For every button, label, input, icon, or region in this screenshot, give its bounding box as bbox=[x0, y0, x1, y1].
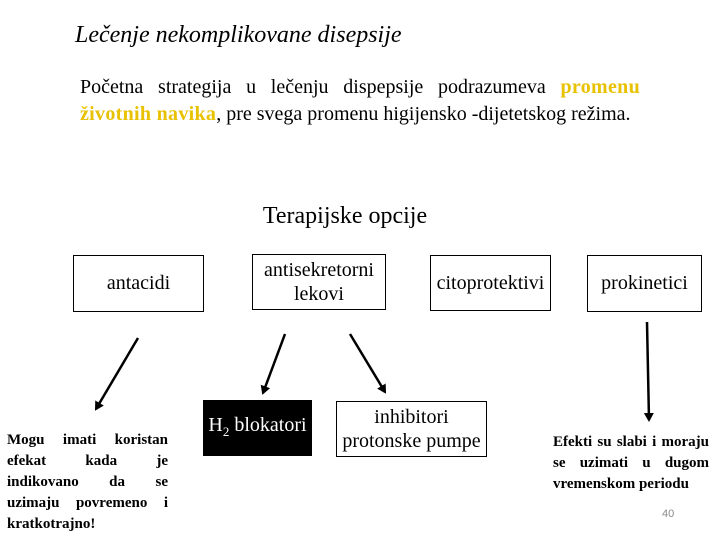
page-number: 40 bbox=[662, 508, 675, 520]
paragraph-highlight: promenu životnih navika bbox=[80, 76, 640, 125]
box-antacidi-label: antacidi bbox=[106, 272, 171, 294]
note-antacidi: Mogu imati koristan efekat kada je indikovano da se uzimaju povremeno i kratkotrajno! bbox=[7, 432, 168, 532]
paragraph-text-end: , pre svega promenu higijensko -dijetetskog režima. bbox=[216, 103, 631, 125]
box-inhibitori-label: inhibitori protonske pumpe bbox=[342, 406, 481, 452]
note-prokinetici: Efekti su slabi i moraju se uzimati u dugom vremenskom periodu bbox=[553, 434, 709, 492]
arrow-antisekretorni-to-h2 bbox=[263, 334, 285, 393]
arrow-prokinetici-to-note bbox=[647, 322, 649, 420]
h2-rest: blokatori bbox=[229, 413, 307, 436]
box-citoprotektivi-label: citoprotektivi bbox=[436, 271, 545, 294]
slide-title: Lečenje nekomplikovane disepsije bbox=[75, 22, 402, 48]
h2-letter: H bbox=[208, 413, 223, 436]
box-prokinetici-label: prokinetici bbox=[601, 272, 688, 294]
arrow-antisekretorni-to-inhibitori bbox=[350, 334, 385, 392]
arrow-antacidi-to-note bbox=[96, 338, 138, 409]
box-antisekretorni-label: antisekretorni lekovi bbox=[264, 259, 374, 305]
options-heading: Terapijske opcije bbox=[262, 203, 428, 229]
paragraph-text-start: Početna strategija u lečenju dispepsije podrazumeva bbox=[80, 76, 561, 98]
h2-subscript: 2 bbox=[222, 423, 230, 439]
